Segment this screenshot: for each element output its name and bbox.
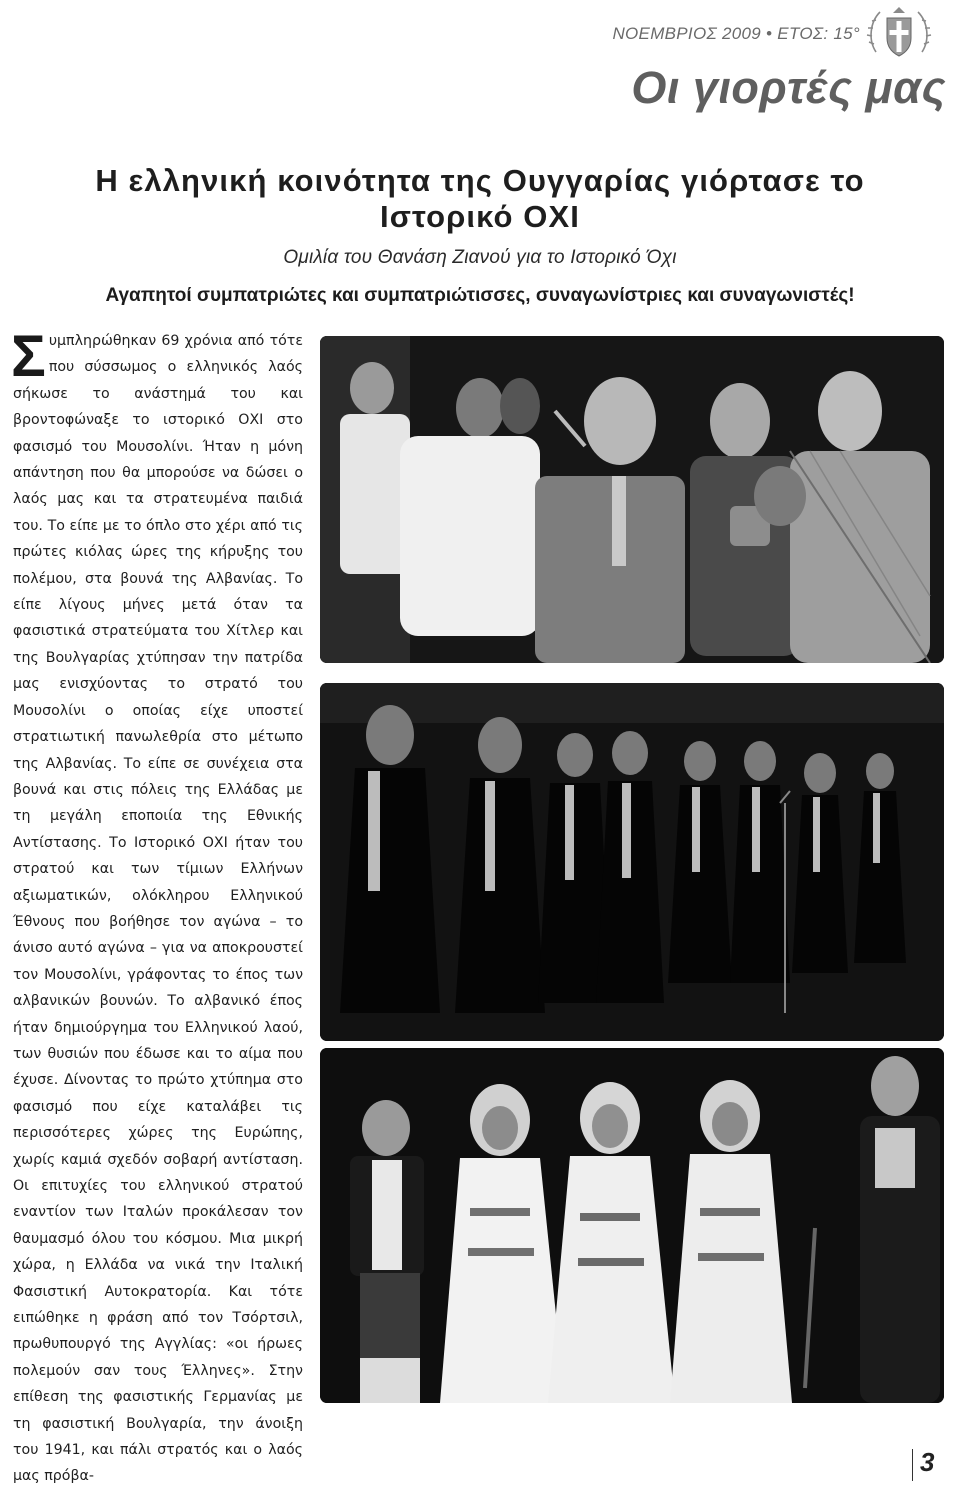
page-number: 3 — [920, 1447, 935, 1477]
photo-choir — [320, 683, 944, 1041]
section-title: Οι γιορτές μας — [631, 62, 946, 113]
article-subtitle: Ομιλία του Θανάση Ζιανού για το Ιστορικό Όχι — [283, 247, 677, 268]
photo-speech-on-stage — [320, 336, 944, 663]
article-title: Η ελληνική κοινότητα της Ουγγαρίας γιόρτασε το Ιστορικό ΟΧΙ — [95, 163, 865, 234]
article-body — [11, 324, 303, 1490]
issue-date: ΝΟΕΜΒΡΙΟΣ 2009 • ΕΤΟΣ: 15° — [612, 24, 860, 43]
drop-cap: Σ — [11, 324, 46, 389]
footer-divider — [912, 1449, 913, 1481]
article-body-text: υμπληρώθηκαν 69 χρόνια από τότε που σύσσωμος ο ελληνικός λαός σήκωσε το ανάστημά του και βροντοφώναξε το ιστορικό ΟΧΙ στο φασισμό του Μουσολίνι. Ήταν η μόνη απάντηση που θα μπορούσε να δώσει ο λαός μας και τα στρατευμένα παιδιά του. Το είπε με το όπλο στο χέρι από τις πρώτες κιόλας ώρες της κήρυξης του πολέμου, στα βουνά της Αλβανίας. Το είπε λίγους μήνες μετά όταν τα φασιστικά στρατεύματα του Χίτλερ και της Βουλγαρίας χτύπησαν την πατρίδα μας ενισχύοντας το στρατό του Μουσολίνι ο οποίας είχε υποστεί στρατιωτική πανωλεθρία στο μέτωπο της Αλβανίας. Το είπε σε συνέχεια στα βουνά και στις πόλεις της Ελλάδας με τη μεγάλη εποποιία της Εθνικής Αντίστασης. Το Ιστορικό ΟΧΙ ήταν του στρατού και των τίμιων Ελλήνων αξιωματικών, ολόκληρου Ελληνικού Έθνους που βοήθησε τον αγώνα – το άνισο αυτό αγώνα – για να αποκρουστεί τον Μουσολίνι, γράφοντας το έπος των αλβανικών βουνών. Το αλβανικό έπος ήταν δημιούργημα του Ελληνικού λαού, των θυσιών που έδωσε και το αίμα που έχυσε. Δίνοντας το πρώτο χτύπημα στο φασισμό που είχε καταλάβει τις περισσότερες χώρες της Ευρώπης, χωρίς καμιά σχεδόν σοβαρή αντίσταση. Οι επιτυχίες του ελληνικού στρατού εναντίον των Ιταλών προκάλεσαν τον θαυμασμό όλου του κόσμου. Μια μικρή χώρα, η Ελλάδα να νικά την Ιταλική Φασιστική Αυτοκρατορία. Και τότε ειπώθηκε η φράση από τον Τσόρτσιλ, πρωθυπουργό της Αγγλίας: «οι ήρωες πολεμούν σαν τους Έλληνες». Στην επίθεση της φασιστικής Γερμανίας με τη φασιστική Βουλγαρία, την άνοιξη του 1941, και πάλι στρατός και ο λαός μας πρόβα- — [13, 333, 303, 1485]
greek-coat-of-arms-icon — [866, 4, 932, 62]
photo-children-folk-costumes — [320, 1048, 944, 1403]
article-greeting: Αγαπητοί συμπατριώτες και συμπατριώτισσες, συναγωνίστριες και συναγωνιστές! — [105, 285, 855, 306]
